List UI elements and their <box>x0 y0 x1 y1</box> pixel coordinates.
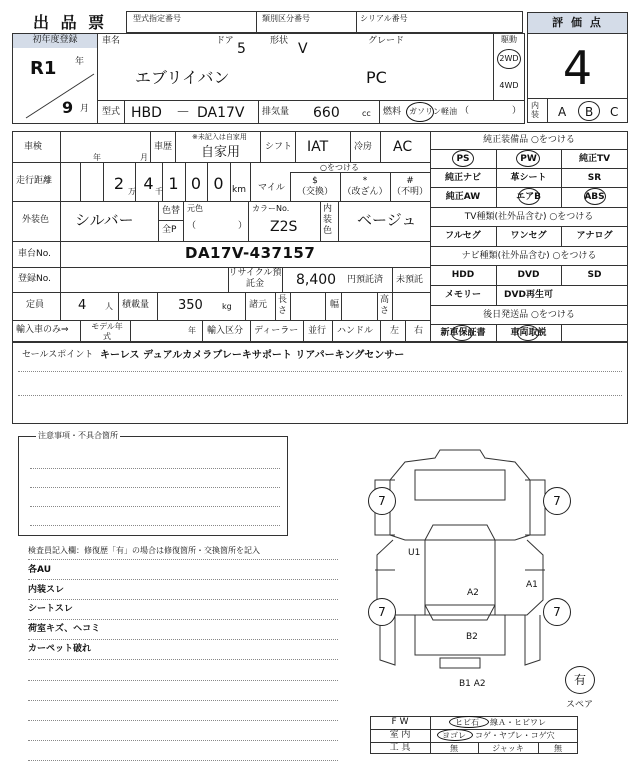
note-item-5: カーペット破れ <box>28 644 92 654</box>
score-label: 評 価 点 <box>552 16 603 29</box>
navi-title: ナビ種類(社外品含む) ○をつける <box>461 251 597 261</box>
color-no: Z2S <box>270 219 298 235</box>
legend-fw-value: ヒビ石 <box>455 718 479 727</box>
equip-sr: SR <box>587 173 602 183</box>
later-manual: 車両取説 <box>510 328 547 338</box>
mileage-digit-4: 0 <box>190 174 202 193</box>
history-label: 車歴 <box>154 142 173 152</box>
note-item-3: シートスレ <box>28 604 73 614</box>
regno-label: 登録No. <box>18 274 51 284</box>
drive-2wd: 2WD <box>499 54 519 63</box>
capacity: 4 <box>78 298 87 313</box>
legend-jack-value: 無 <box>554 744 562 753</box>
mileage-km-unit: km <box>232 185 246 195</box>
equip-pw: PW <box>520 154 537 164</box>
vehicle-name: エブリイバン <box>135 68 230 87</box>
mile-label: マイル <box>258 183 285 193</box>
shift: IAT <box>307 139 329 155</box>
type-code: DA17V <box>197 105 245 121</box>
car-body-diagram <box>355 440 565 675</box>
diesel-label: 軽油 <box>441 107 457 116</box>
recycle-status: 未預託 <box>396 275 424 285</box>
color-no-label: カラーNo. <box>252 204 290 213</box>
shape-label: 形状 <box>270 36 289 46</box>
navi-dvd: DVD <box>517 270 540 280</box>
model-year-unit: 年 <box>188 326 196 335</box>
navi-dvd-play: DVD再生可 <box>504 290 553 300</box>
paren-open: （ <box>460 106 470 116</box>
capacity-label: 定員 <box>26 300 45 310</box>
recycle-label: リサイクル預託金 <box>228 268 282 289</box>
mileage-digit-3: 1 <box>168 174 179 193</box>
name-label: 車名 <box>102 36 121 46</box>
first-reg-month: 9 <box>62 98 74 117</box>
chassis-label: 車台No. <box>18 249 51 259</box>
damage-u1: U1 <box>408 548 421 558</box>
handle-right: 右 <box>414 326 424 336</box>
door-label: ドア <box>216 36 234 46</box>
shift-label: シフト <box>265 142 293 152</box>
type-dash: － <box>176 105 190 121</box>
serial-no-label: シリアル番号 <box>360 14 408 23</box>
ac-label: 冷房 <box>354 142 373 152</box>
inspection-year-unit: 年 <box>93 153 101 162</box>
displacement: 660 <box>313 105 340 121</box>
kg-unit: kg <box>222 302 232 311</box>
drive-label: 駆動 <box>501 35 517 44</box>
equipment-title: 純正装備品 ○をつける <box>483 135 575 145</box>
length-label: 長さ <box>278 295 288 316</box>
legend-jack-label: ジャッキ <box>492 744 524 753</box>
equip-airbag: エアB <box>516 192 541 202</box>
interior-color-label: 内装色 <box>323 204 333 236</box>
mileage-digit-1: 2 <box>113 174 125 193</box>
navi-sd: SD <box>587 270 602 280</box>
interior-b: B <box>585 105 594 119</box>
repaint-label: 色替 <box>162 206 181 216</box>
tire-front-left-rating: 7 <box>378 494 386 508</box>
dollar-mark: $ <box>312 176 318 186</box>
interior-label: 内装 <box>531 101 539 119</box>
damage-a2-roof: A2 <box>467 588 479 598</box>
mile-circle-note: ○をつける <box>320 163 359 172</box>
original-paren-close: ） <box>238 221 248 231</box>
equip-ps: PS <box>456 154 470 164</box>
navi-hdd: HDD <box>451 270 475 280</box>
mileage-label: 走行距離 <box>16 176 53 186</box>
legend-interior-value: ヨゴレ <box>442 731 466 740</box>
import-label: 輸入車のみ⇒ <box>16 325 69 335</box>
doors: 5 <box>237 41 246 57</box>
tire-rear-left-rating: 7 <box>378 605 386 619</box>
sales-point-text: キーレス デュアルカメラブレーキサポート リアパーキングセンサー <box>100 350 405 361</box>
month-unit: 月 <box>80 104 90 114</box>
import-type-label: 輸入区分 <box>207 326 244 336</box>
damage-b2: B2 <box>466 632 478 642</box>
first-reg-era: R1 <box>30 58 57 79</box>
spare-label: スペア <box>566 700 594 710</box>
later-warranty: 新車保証書 <box>440 328 486 338</box>
history-note: ※未記入は自家用 <box>192 133 247 141</box>
damage-rear-b1-a2: B1 A2 <box>459 679 486 689</box>
equip-abs: ABS <box>584 192 605 202</box>
paren-close: ） <box>512 106 522 116</box>
legend-interior-rest: コゲ・ヤブレ・コゲ穴 <box>475 731 555 740</box>
equip-aw: 純正AW <box>445 192 481 202</box>
dims-label: 諸元 <box>249 300 268 310</box>
equip-tv: 純正TV <box>578 154 611 164</box>
year-unit: 年 <box>75 57 85 67</box>
tire-rear-right-rating: 7 <box>553 605 561 619</box>
displacement-label: 排気量 <box>262 107 290 117</box>
load-label: 積載量 <box>122 300 150 310</box>
legend-interior-label: 室 内 <box>389 730 411 740</box>
handle-label: ハンドル <box>337 326 374 336</box>
modified-label: （改ざん） <box>342 187 388 197</box>
recycle-amount: 8,400 <box>296 272 337 288</box>
caution-box <box>18 436 288 536</box>
parallel-option: 並行 <box>308 326 327 336</box>
mileage-digit-5: 0 <box>213 174 224 193</box>
original-color-label: 元色 <box>187 204 203 213</box>
navi-memory: メモリー <box>444 290 481 300</box>
inspection-label: 車検 <box>24 142 43 152</box>
first-reg-label: 初年度登録 <box>32 35 78 45</box>
spare-tire-value: 有 <box>573 673 586 687</box>
legend-tools-value: 無 <box>450 744 458 753</box>
later-title: 後日発送品 ○をつける <box>483 310 575 320</box>
fuel-label: 燃料 <box>383 107 402 117</box>
tv-fullseg: フルセグ <box>445 231 481 241</box>
interior-c: C <box>610 105 619 119</box>
category-no-label: 類別区分番号 <box>262 14 310 23</box>
recycle-unit: 円預託済 <box>347 275 384 285</box>
height-label: 高さ <box>380 295 390 316</box>
exchanged-label: （交換） <box>296 187 333 197</box>
grade: PC <box>366 68 387 87</box>
damage-a1: A1 <box>526 580 538 590</box>
cc-unit: cc <box>362 109 371 118</box>
tv-analog: アナログ <box>576 231 613 241</box>
load: 350 <box>178 298 203 313</box>
width-label: 幅 <box>330 300 340 310</box>
type-prefix: HBD <box>131 105 162 121</box>
header-number-fields <box>126 11 523 33</box>
unknown-label: （不明） <box>391 187 428 197</box>
model-no-label: 型式指定番号 <box>133 14 181 23</box>
shape: V <box>298 41 308 57</box>
mileage-man-unit: 万 <box>128 187 136 196</box>
mileage-digit-2: 4 <box>143 174 154 193</box>
equip-navi: 純正ナビ <box>444 173 481 183</box>
note-item-1: 各AU <box>28 565 51 575</box>
chassis-no: DA17V-437157 <box>185 244 316 262</box>
fuel: ガソリン <box>409 107 441 116</box>
type-label: 型式 <box>102 107 121 117</box>
asterisk-mark: * <box>362 176 368 186</box>
original-paren-open: （ <box>187 221 197 231</box>
mileage-sen-unit: 千 <box>155 187 163 196</box>
exterior-label: 外装色 <box>22 215 50 225</box>
interior-color: ベージュ <box>357 211 417 229</box>
tire-front-right-rating: 7 <box>553 494 561 508</box>
drive-4wd: 4WD <box>499 81 519 90</box>
tv-oneseg: ワンセグ <box>510 231 547 241</box>
interior-a: A <box>558 105 567 119</box>
allpaint-label: 全P <box>162 225 177 235</box>
persons-unit: 人 <box>105 302 113 311</box>
history: 自家用 <box>201 145 241 160</box>
inspector-label: 検査員記入欄：修復歴「有」の場合は修復箇所・交換箇所を記入 <box>28 546 260 555</box>
note-item-2: 内装スレ <box>28 585 65 595</box>
ac: AC <box>393 139 413 155</box>
equip-leather: 革シート <box>510 173 547 183</box>
caution-label: 注意事項・不具合箇所 <box>38 431 118 440</box>
grade-label: グレード <box>368 36 405 46</box>
legend-fw-rest: 線Ａ・ヒビワレ <box>490 718 546 727</box>
exterior-color: シルバー <box>75 211 134 229</box>
score-value: 4 <box>562 41 593 95</box>
legend-tools-label: 工 具 <box>389 743 411 753</box>
inspection-month-unit: 月 <box>140 153 148 162</box>
form-title: 出 品 票 <box>33 13 108 32</box>
note-item-4: 荷室キズ、ヘコミ <box>28 624 101 634</box>
sales-point-label: セールスポイント <box>22 350 94 360</box>
model-year-label: モデル年式 <box>91 322 123 341</box>
dealer-option: ディーラー <box>254 326 299 336</box>
handle-left: 左 <box>390 326 400 336</box>
legend-fw-label: F W <box>391 717 409 727</box>
tv-title: TV種類(社外品含む) ○をつける <box>464 212 594 222</box>
hash-mark: # <box>406 176 414 186</box>
